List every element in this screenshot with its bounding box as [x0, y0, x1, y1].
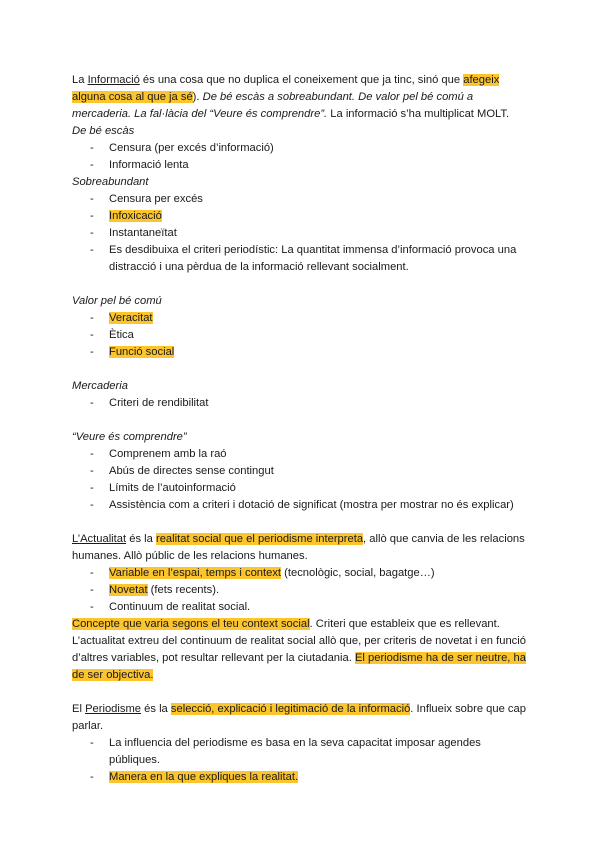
list-item: - Criteri de rendibilitat	[72, 395, 532, 412]
list-item	[72, 344, 532, 361]
actualitat-term: L’Actualitat	[72, 533, 127, 545]
highlight: selecció, explicació i legitimació de la informació	[170, 703, 411, 715]
list-item	[72, 582, 532, 599]
list-actualitat	[72, 565, 532, 616]
text: La	[72, 74, 88, 86]
list-item: - Abús de directes sense contingut	[72, 463, 532, 480]
text: L’actualitat extreu del continuum de realitat social allò que, per criteris de novetat i en funció d’altres variables, pot resultar rellevant per la ciutadania.	[72, 635, 526, 664]
heading-veure: “Veure és comprendre”	[72, 431, 187, 443]
heading-mercaderia: Mercaderia	[72, 380, 128, 392]
highlight: El periodisme ha de ser neutre, ha de ser objectiva.	[72, 652, 526, 681]
list-be-escas	[72, 140, 532, 174]
list-item	[72, 769, 532, 786]
italic-text: De bé escàs a sobreabundant. De valor pel bé comú a mercaderia. La fal·làcia del “Veure és comprendre”.	[72, 91, 474, 120]
list-item: - Es desdibuixa el criteri periodístic: La quantitat immensa d’informació provoca una distracció i una pèrdua de la informació rellevant socialment.	[72, 242, 532, 276]
spacer	[72, 412, 532, 429]
spacer	[72, 684, 532, 701]
spacer	[72, 361, 532, 378]
highlight: Veracitat	[109, 312, 153, 324]
list-item	[72, 565, 532, 582]
text: , allò que canvia de les relacions humanes. Allò públic de les relacions humanes.	[72, 533, 525, 562]
highlight: Infoxicació	[109, 210, 162, 222]
list-item: - Censura (per excés d’informació)	[72, 140, 532, 157]
list-item	[72, 208, 532, 225]
document-page	[72, 72, 532, 786]
actualitat-extreu-paragraph	[72, 633, 532, 684]
concepte-paragraph	[72, 616, 532, 633]
list-item: - La influencia del periodisme es basa en la seva capacitat imposar agendes públiques.	[72, 735, 532, 769]
text: (fets recents).	[147, 584, 220, 596]
spacer	[72, 276, 532, 293]
text: és la	[141, 703, 171, 715]
heading-sobreabundant: Sobreabundant	[72, 176, 149, 188]
spacer	[72, 514, 532, 531]
list-veure	[72, 446, 532, 514]
list-item: - Límits de l’autoinformació	[72, 480, 532, 497]
periodisme-term: Periodisme	[85, 703, 142, 715]
text: . Criteri que estableix que es rellevant.	[309, 618, 500, 630]
periodisme-paragraph	[72, 701, 532, 735]
text: (tecnològic, social, bagatge…)	[281, 567, 435, 579]
list-item: - Comprenem amb la raó	[72, 446, 532, 463]
list-valor	[72, 310, 532, 361]
highlight: realitat social que el periodisme interpreta	[155, 533, 364, 545]
actualitat-paragraph	[72, 531, 532, 565]
text: és una cosa que no duplica el coneixement que ja tinc, sinó que	[139, 74, 464, 86]
list-item	[72, 310, 532, 327]
list-sobreabundant	[72, 191, 532, 276]
text: . Influeix sobre que cap parlar.	[72, 703, 526, 732]
highlight: Variable en l’espai, temps i context	[109, 567, 282, 579]
text: ).	[192, 91, 203, 103]
list-item: - Instantaneïtat	[72, 225, 532, 242]
highlight: Funció social	[109, 346, 175, 358]
list-mercaderia	[72, 395, 532, 412]
text: La informació s’ha multiplicat MOLT.	[327, 108, 510, 120]
list-item: - Assistència com a criteri i dotació de significat (mostra per mostrar no és explicar)	[72, 497, 532, 514]
list-item: - Censura per excés	[72, 191, 532, 208]
text: és la	[126, 533, 156, 545]
list-periodisme	[72, 735, 532, 786]
heading-valor: Valor pel bé comú	[72, 295, 162, 307]
highlight: Manera en la que expliques la realitat.	[109, 771, 299, 783]
informacio-paragraph	[72, 72, 532, 123]
heading-be-escas: De bé escàs	[72, 125, 135, 137]
highlight: Novetat	[109, 584, 148, 596]
highlight: Concepte que varia segons el teu context social	[72, 618, 310, 630]
list-item: - Continuum de realitat social.	[72, 599, 532, 616]
highlight: afegeix alguna cosa al que ja sé	[72, 74, 500, 103]
informacio-term: Informació	[87, 74, 140, 86]
list-item: - Ètica	[72, 327, 532, 344]
text: El	[72, 703, 86, 715]
list-item: - Informació lenta	[72, 157, 532, 174]
